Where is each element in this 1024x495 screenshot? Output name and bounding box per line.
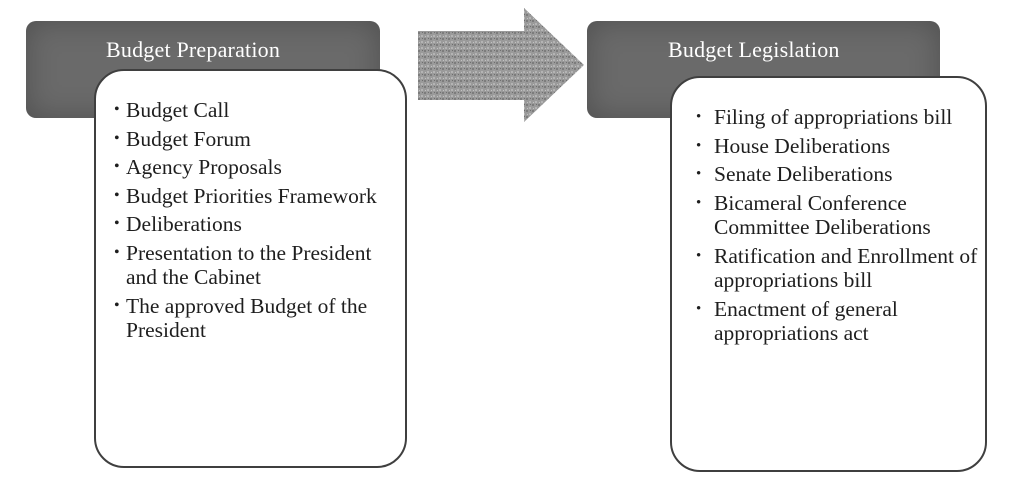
budget-preparation-card (94, 69, 407, 468)
bullet-icon: • (114, 158, 120, 175)
bullet-icon: • (696, 109, 702, 125)
budget-legislation-card (670, 76, 987, 472)
list-item: • Budget Call (114, 98, 230, 122)
list-item: • Budget Priorities Framework (114, 183, 377, 208)
bullet-icon: • (114, 186, 120, 204)
list-item: • Enactment of general appropriations act (696, 296, 898, 345)
list-item: • Senate Deliberations (696, 162, 893, 186)
list-item: • Budget Forum (114, 126, 251, 151)
right-arrow-icon (418, 8, 584, 122)
list-item: • Bicameral Conference Committee Deliberations (696, 190, 931, 239)
arrow-shape (418, 8, 584, 122)
list-item: • House Deliberations (696, 133, 891, 158)
list-item: • Deliberations (114, 212, 242, 236)
bullet-icon: • (114, 129, 120, 147)
budget-legislation-list (696, 105, 986, 350)
bullet-icon: • (114, 215, 120, 232)
budget-legislation-title: Budget Legislation (668, 37, 840, 62)
list-item: • Ratification and Enrollment of appropriations bill (696, 243, 978, 292)
budget-preparation-title: Budget Preparation (106, 37, 281, 62)
list-item: • The approved Budget of the President (114, 293, 368, 342)
bullet-icon: • (114, 296, 120, 314)
budget-preparation-list (114, 98, 402, 347)
list-item: • Filing of appropriations bill (696, 105, 953, 129)
bullet-icon: • (696, 247, 702, 264)
bullet-icon: • (696, 300, 702, 317)
bullet-icon: • (696, 137, 702, 154)
bullet-icon: • (114, 101, 120, 118)
bullet-icon: • (114, 243, 120, 261)
list-item: • Presentation to the President and the Cabinet (114, 240, 372, 289)
list-item: • Agency Proposals (114, 155, 282, 179)
bullet-icon: • (696, 166, 702, 182)
bullet-icon: • (696, 194, 702, 211)
